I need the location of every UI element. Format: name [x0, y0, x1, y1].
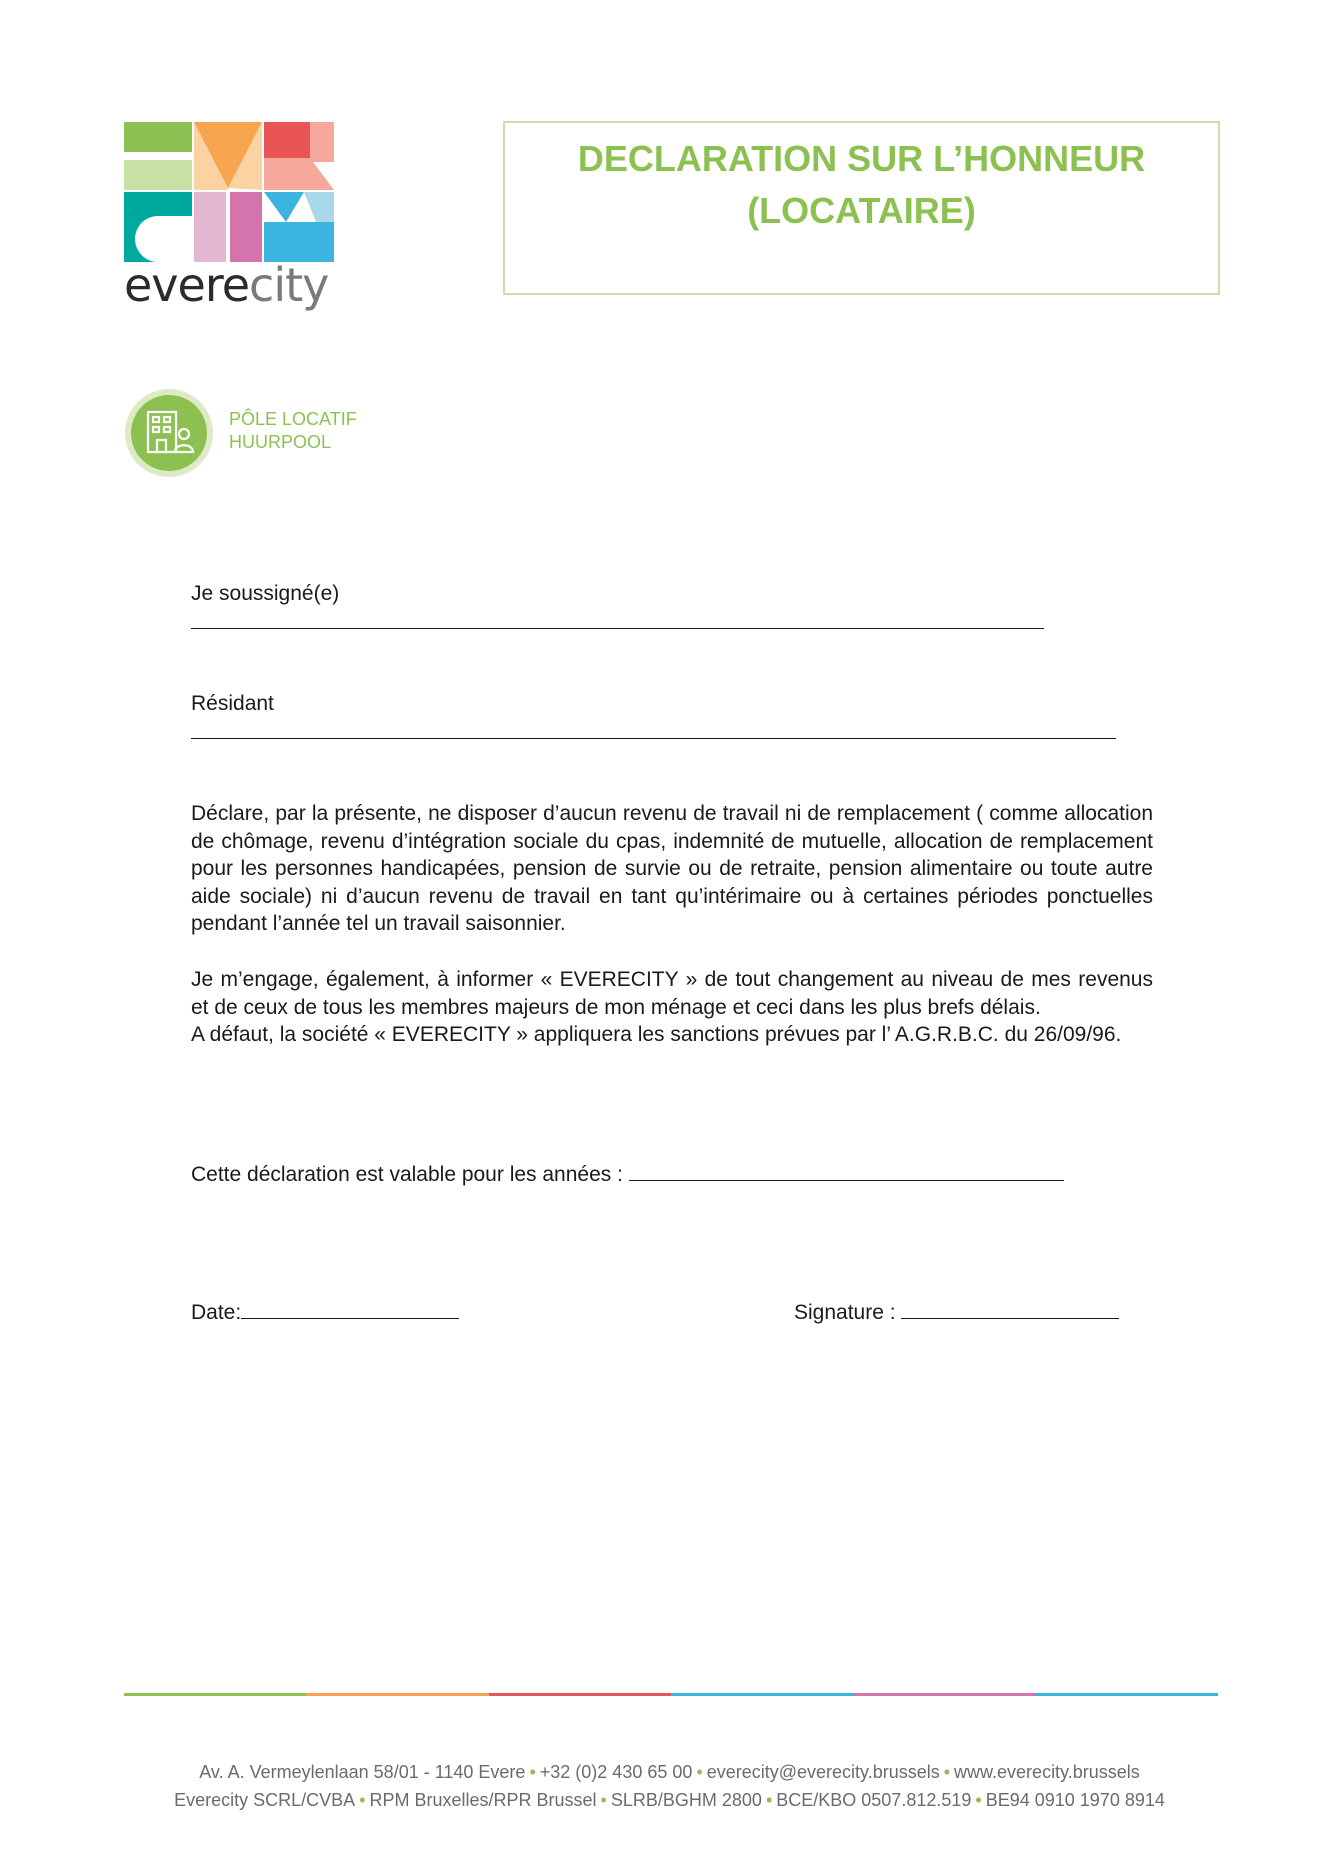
validity-label: Cette déclaration est valable pour les années : [191, 1163, 623, 1186]
pole-label [229, 408, 357, 454]
pole-label-line2: HUURPOOL [229, 432, 332, 452]
document-title-line2: (LOCATAIRE) [747, 190, 976, 231]
commitment-paragraph [191, 966, 1153, 1049]
declaration-paragraph [191, 800, 1153, 938]
document-title-line1: DECLARATION SUR L’HONNEUR [577, 138, 1146, 179]
validity-row [191, 1163, 1064, 1187]
footer-slrb: SLRB/BGHM 2800 [610, 1790, 762, 1810]
sanction-text: A défaut, la société « EVERECITY » appliquera les sanctions prévues par l’ A.G.R.B.C. du 26/09/96. [191, 1023, 1122, 1046]
resident-field[interactable] [191, 738, 1116, 739]
brand-wordmark [124, 258, 329, 312]
footer-color-bar [124, 1693, 1218, 1696]
document-title-box [503, 121, 1220, 295]
date-label: Date: [191, 1301, 242, 1324]
validity-years-field[interactable] [629, 1164, 1064, 1181]
signature-row [794, 1301, 1119, 1325]
resident-label: Résidant [191, 692, 274, 715]
declaration-text: Déclare, par la présente, ne disposer d’aucun revenu de travail ni de remplacement ( comme allocation de chômage, revenu d’intégration sociale du cpas, indemnité de mutuelle, allocation de remplacement pour les personnes handicapées, pension de survie ou de retraite, pension alimentaire ou toute autre aide sociale) ni d’aucun revenu de travail en tant qu’intérimaire ou à certaines périodes ponctuelles pendant l’année tel un travail saisonnier. [191, 802, 1153, 935]
undersigned-label: Je soussigné(e) [191, 582, 340, 605]
footer-contact-line: Av. A. Vermeylenlaan 58/01 - 1140 Evere • +32 (0)2 430 65 00 • everecity@everecity.brussels • www.everecity.brussels [199, 1762, 1140, 1782]
date-field[interactable] [241, 1302, 459, 1319]
footer-email[interactable]: everecity@everecity.brussels [706, 1762, 940, 1782]
commitment-text: Je m’engage, également, à informer « EVERECITY » de tout changement au niveau de mes revenus et de ceux de tous les membres majeurs de mon ménage et ceci dans les plus brefs délais. [191, 968, 1153, 1019]
footer-website[interactable]: www.everecity.brussels [954, 1762, 1140, 1782]
footer-iban: BE94 0910 1970 8914 [985, 1790, 1165, 1810]
brand-name-part2: city [249, 258, 329, 312]
footer-legal-line: Everecity SCRL/CVBA • RPM Bruxelles/RPR Brussel • SLRB/BGHM 2800 • BCE/KBO 0507.812.519 • BE94 0910 1970 8914 [174, 1790, 1165, 1810]
footer-company: Everecity SCRL/CVBA [174, 1790, 356, 1810]
pole-label-line1: PÔLE LOCATIF [229, 409, 357, 429]
undersigned-field[interactable] [191, 628, 1044, 629]
footer-address: Av. A. Vermeylenlaan 58/01 - 1140 Evere [199, 1762, 526, 1782]
signature-label: Signature : [794, 1301, 896, 1324]
building-person-icon [124, 388, 214, 478]
everecity-logo [124, 122, 334, 262]
footer-bce: BCE/KBO 0507.812.519 [776, 1790, 972, 1810]
footer-phone: +32 (0)2 430 65 00 [539, 1762, 693, 1782]
footer-rpm: RPM Bruxelles/RPR Brussel [369, 1790, 597, 1810]
logo-mosaic-icon [124, 122, 334, 262]
date-row [191, 1301, 459, 1325]
signature-field[interactable] [901, 1302, 1119, 1319]
brand-name-part1: evere [124, 258, 250, 312]
